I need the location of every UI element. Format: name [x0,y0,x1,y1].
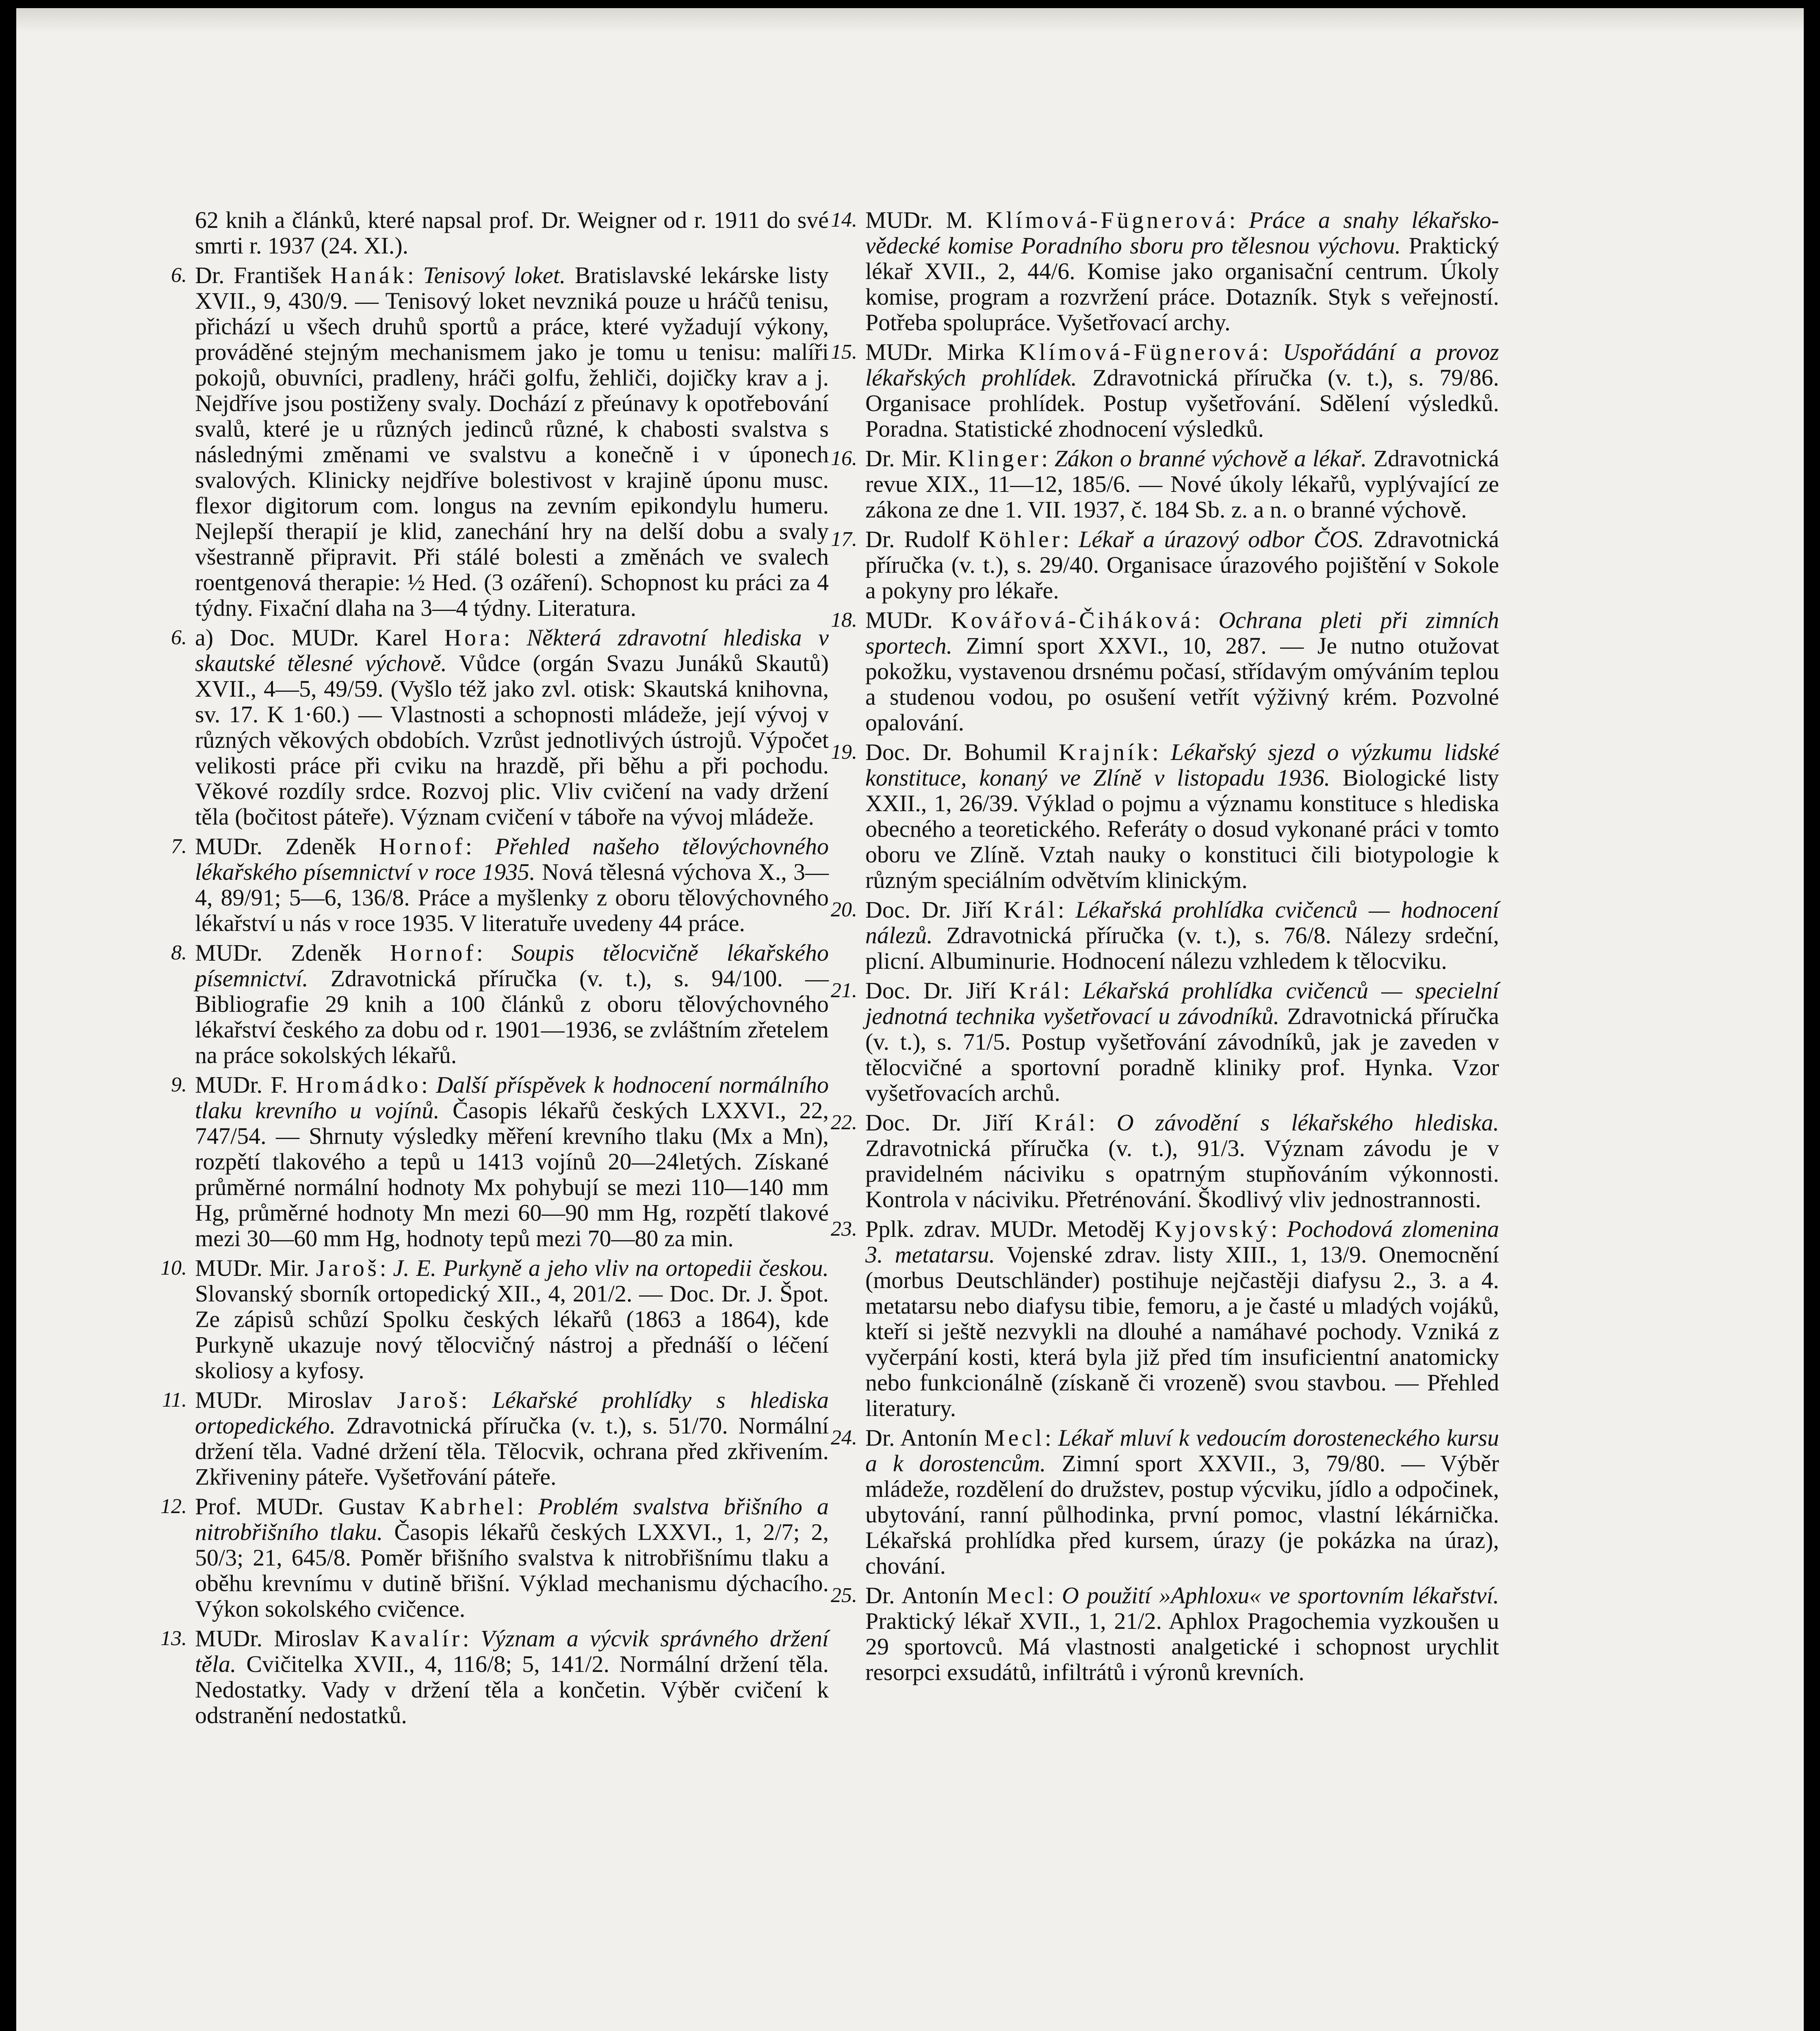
bibliography-entry: 6. a) Doc. MUDr. Karel Hora: Některá zdravotní hlediska v skautské tělesné výchově. Vůdce (orgán Svazu Junáků Skautů) XVII., 4—5, 49/59. (Vyšlo též jako zvl. otisk: Skautská knihovna, sv. 17. K 1·60.) — Vlastnosti a schopnosti mládeže, její vývoj v různých věkových obdobích. Vzrůst jednotlivých ústrojů. Výpočet velikosti práce při cviku na hrazdě, při běhu a při pochodu. Věkové rozdíly srdce. Rozvoj plic. Vliv cvičení na vady držení těla (bočitost páteře). Význam cvičení v táboře na vývoj mládeže. [171,624,829,830]
bibliography-entry: 22. Doc. Dr. Jiří Král: O závodění s lékařského hlediska. Zdravotnická příručka (v. t.), 91/3. Význam závodu je v pravidelném náciviku s opatrným stupňováním výkonnosti. Kontrola v náciviku. Přetrénování. Škodlivý vliv jednostrannosti. [831,1109,1499,1213]
document-page [16,8,1804,2031]
bibliography-entry: 23. Pplk. zdrav. MUDr. Metoděj Kyjovský: Pochodová zlomenina 3. metatarsu. Vojenské zdrav. listy XIII., 1, 13/9. Onemocnění (morbus Deutschländer) postihuje nejčastěji diafysu 2., 3. a 4. metatarsu nebo diafysu tibie, femoru, a je časté u mladých vojáků, kteří si ještě nezvykli na dlouhé a namáhavé pochody. Vzniká z vyčerpání kosti, která byla již před tím insuficientní anatomicky nebo funkcionálně (získaně či vrozeně) svou stavbou. — Přehled literatury. [831,1216,1499,1421]
bibliography-entry: 6. Dr. František Hanák: Tenisový loket. Bratislavské lekárske listy XVII., 9, 430/9. — Tenisový loket nevzniká pouze u hráčů tenisu, přichází u všech druhů sportů a práce, které vyžadují výkony, prováděné stejným mechanismem jako je tomu u tenisu: malíři pokojů, obuvníci, pradleny, hráči golfu, žehliči, dojičky krav a j. Nejdříve jsou postiženy svaly. Dochází z přeúnavy k opotřebování svalů, které je u různých jedinců různé, k chabosti svalstva s následnými změnami ve svalstvu a konečně i v úponech svalových. Klinicky nejdříve bolestivost v krajině úponu musc. flexor digitorum com. longus na zevním epikondylu humeru. Nejlepší therapií je klid, zanechání hry na delší dobu a svaly všestranně připravit. Při stálé bolesti a změnách ve svalech roentgenová therapie: ½ Hed. (3 ozáření). Schopnost ku práci za 4 týdny. Fixační dlaha na 3—4 týdny. Literatura. [171,262,829,621]
bibliography-entry: 19. Doc. Dr. Bohumil Krajník: Lékařský sjezd o výzkumu lidské konstituce, konaný ve Zlíně v listopadu 1936. Biologické listy XXII., 1, 26/39. Výklad o pojmu a významu konstituce s hlediska obecného a teoretického. Referáty o dosud vykonané práci v tomto oboru ve Zlíně. Vztah nauky o konstituci čili biotypologie k různým speciálním odvětvím klinickým. [831,739,1499,893]
bibliography-entry: 7. MUDr. Zdeněk Hornof: Přehled našeho tělovýchovného lékařského písemnictví v roce 1935. Nová tělesná výchova X., 3—4, 89/91; 5—6, 136/8. Práce a myšlenky z oboru tělovýchovného lékařství u nás v roce 1935. V literatuře uvedeny 44 práce. [171,833,829,936]
bibliography-entry: 25. Dr. Antonín Mecl: O použití »Aphloxu« ve sportovním lékařství. Praktický lékař XVII., 1, 21/2. Aphlox Pragochemia vyzkoušen u 29 sportovců. Má vlastnosti analgetické i schopnost urychlit resorpci exsudátů, infiltrátů i výronů krevních. [831,1582,1499,1685]
intro-paragraph: 62 knih a článků, které napsal prof. Dr. Weigner od r. 1911 do své smrti r. 1937 (24. XI.). [195,207,829,259]
bibliography-entry: 14. MUDr. M. Klímová-Fügnerová: Práce a snahy lékařsko-vědecké komise Poradního sboru pro tělesnou výchovu. Praktický lékař XVII., 2, 44/6. Komise jako organisační centrum. Úkoly komise, program a rozvržení práce. Dotazník. Styk s veřejností. Potřeba spolupráce. Vyšetřovací archy. [831,207,1499,336]
bibliography-entry: 10. MUDr. Mir. Jaroš: J. E. Purkyně a jeho vliv na ortopedii českou. Slovanský sborník ortopedický XII., 4, 201/2. — Doc. Dr. J. Špot. Ze zápisů schůzí Spolku českých lékařů (1863 a 1864), kde Purkyně ukazuje nový tělocvičný nástroj a přednáší o léčení skoliosy a kyfosy. [160,1255,829,1384]
bibliography-entry: 21. Doc. Dr. Jiří Král: Lékařská prohlídka cvičenců — specielní jednotná technika vyšetřovací u závodníků. Zdravotnická příručka (v. t.), s. 71/5. Postup vyšetřování závodníků, jak je zaveden v tělocvičné a sportovní poradně kliniky prof. Hynka. Vzor vyšetřovacích archů. [831,977,1499,1106]
bibliography-entry: 15. MUDr. Mirka Klímová-Fügnerová: Uspořádání a provoz lékařských prohlídek. Zdravotnická příručka (v. t.), s. 79/86. Organisace prohlídek. Postup vyšetřování. Sdělení výsledků. Poradna. Statistické zhodnocení výsledků. [831,339,1499,442]
bibliography-entry: 9. MUDr. F. Hromádko: Další příspěvek k hodnocení normálního tlaku krevního u vojínů. Časopis lékařů českých LXXVI., 22, 747/54. — Shrnuty výsledky měření krevního tlaku (Mx a Mn), rozpětí tlakového a tepů u 1413 vojínů 20—24letých. Získané průměrné normální hodnoty Mx pohybují se mezi 110—140 mm Hg, průměrné hodnoty Mn mezi 60—90 mm Hg, rozpětí tlakové mezi 30—60 mm Hg, hodnoty tepů mezi 70—80 za min. [171,1072,829,1252]
bibliography-entry: 11. MUDr. Miroslav Jaroš: Lékařské prohlídky s hlediska ortopedického. Zdravotnická příručka (v. t.), s. 51/70. Normální držení těla. Vadné držení těla. Tělocvik, ochrana před zkřivením. Zkřiveniny páteře. Vyšetřování páteře. [162,1387,829,1490]
bibliography-entry: 13. MUDr. Miroslav Kavalír: Význam a výcvik správného držení těla. Cvičitelka XVII., 4, 116/8; 5, 141/2. Normální držení těla. Nedostatky. Vady v držení těla a končetin. Výběr cvičení k odstranění nedostatků. [160,1625,829,1728]
scan-edge-shadow [16,8,1804,32]
bibliography-entry: 17. Dr. Rudolf Köhler: Lékař a úrazový odbor ČOS. Zdravotnická příručka (v. t.), s. 29/40. Organisace úrazového pojištění v Sokole a pokyny pro lékaře. [831,526,1499,604]
bibliography-entry: 20. Doc. Dr. Jiří Král: Lékařská prohlídka cvičenců — hodnocení nálezů. Zdravotnická příručka (v. t.), s. 76/8. Nálezy srdeční, plicní. Albuminurie. Hodnocení nálezu vzhledem k tělocviku. [831,896,1499,974]
right-column [831,207,1499,1689]
bibliography-entry: 18. MUDr. Kovářová-Čiháková: Ochrana pleti při zimních sportech. Zimní sport XXVI., 10, 287. — Je nutno otužovat pokožku, vystavenou drsnému počasí, střídavým omýváním teplou a studenou vodou, po osušení vetřít výživný krém. Pozvolné opalování. [831,607,1499,736]
left-column [160,207,829,1732]
bibliography-entry: 16. Dr. Mir. Klinger: Zákon o branné výchově a lékař. Zdravotnická revue XIX., 11—12, 185/6. — Nové úkoly lékařů, vyplývající ze zákona ze dne 1. VII. 1937, č. 184 Sb. z. a n. o branné výchově. [831,445,1499,523]
bibliography-entry: 12. Prof. MUDr. Gustav Kabrhel: Problém svalstva břišního a nitrobřišního tlaku. Časopis lékařů českých LXXVI., 1, 2/7; 2, 50/3; 21, 645/8. Poměr břišního svalstva k nitrobřišnímu tlaku a oběhu krevnímu v dutině břišní. Výklad mechanismu dýchacího. Výkon sokolského cvičence. [160,1493,829,1622]
bibliography-entry: 8. MUDr. Zdeněk Hornof: Soupis tělocvičně lékařského písemnictví. Zdravotnická příručka (v. t.), s. 94/100. — Bibliografie 29 knih a 100 článků z oboru tělovýchovného lékařství českého za dobu od r. 1901—1936, se zvláštním zřetelem na práce sokolských lékařů. [171,940,829,1068]
bibliography-entry: 24. Dr. Antonín Mecl: Lékař mluví k vedoucím dorosteneckého kursu a k dorostencům. Zimní sport XXVII., 3, 79/80. — Výběr mládeže, rozdělení do družstev, postup výcviku, jídlo a odpočinek, ubytování, ranní půlhodinka, první pomoc, vlastní lékárnička. Lékařská prohlídka před kursem, úrazy (je pokázka na úraz), chování. [831,1425,1499,1579]
